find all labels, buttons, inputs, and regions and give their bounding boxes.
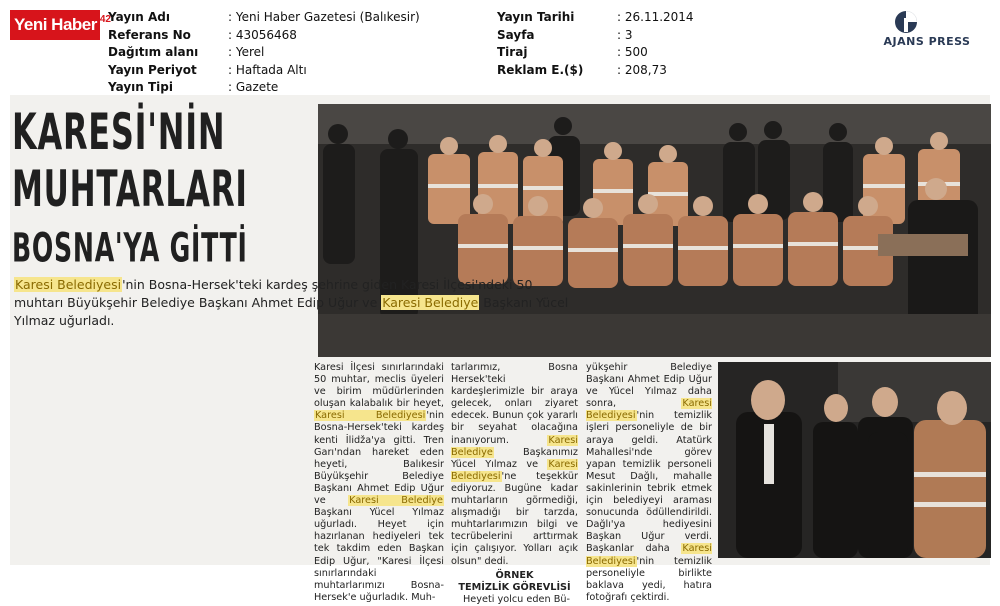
- col2-text: tarlarımız, Bosna Hersek'teki kardeşlerimizle bir araya gelecek, onları ziyaret edecek. Bunun çok yararlı bir seyahat olacağına inanıyorum.: [451, 362, 578, 446]
- meta-row: [108, 9, 420, 27]
- headline-line-1: KARESİ'NİN: [12, 102, 226, 161]
- meta-row: [497, 62, 667, 80]
- meta-key: Yayın Tarihi: [497, 10, 575, 24]
- logo-badge: 42: [100, 14, 111, 36]
- meta-value: : Yerel: [228, 45, 265, 59]
- meta-key: Referans No: [108, 27, 191, 42]
- meta-key: Dağıtım alanı: [108, 45, 199, 59]
- agency-name: AJANS PRESS: [883, 35, 971, 48]
- col3-highlight: Karesi Belediyesi: [586, 398, 712, 422]
- yeni-haber-logo: [10, 10, 111, 40]
- meta-value: : 208,73: [617, 62, 667, 77]
- caption-text: Başkanı Yücel Yılmaz uğurladı.: [14, 295, 569, 328]
- cleaning-staff-photo: [718, 362, 991, 558]
- col1-text: Başkanı Yücel Yılmaz uğurladı. Heyet için hazırlanan hediyeleri tek tek takdim eden Başkan Edip Uğur, "Karesi İlçesi sınırlarındaki muhtarlarımızı Bosna-Hersek'e uğurladık. Muh-: [314, 507, 444, 603]
- meta-key: Reklam E.($): [497, 62, 584, 77]
- meta-row: [497, 44, 648, 62]
- meta-value: : Haftada Altı: [228, 62, 307, 77]
- article-subheading: ÖRNEK TEMİZLİK GÖREVLİSİ: [458, 569, 571, 593]
- publication-meta-left: [108, 9, 420, 97]
- meta-value: : Gazete: [228, 80, 279, 94]
- meta-value: : 500: [617, 45, 648, 59]
- col2-highlight: Karesi Belediye: [451, 434, 578, 458]
- col2-text: Başkanımız Yücel Yılmaz ve: [451, 446, 578, 470]
- meta-row: [108, 62, 307, 80]
- meta-key: Yayın Periyot: [108, 62, 197, 77]
- meta-value: : 43056468: [228, 27, 297, 42]
- meta-row: [497, 9, 694, 27]
- col2-tail-text: Heyeti yolcu eden Bü-: [463, 593, 570, 605]
- col1-highlight: Karesi Belediye: [349, 495, 443, 507]
- meta-key: Yayın Tipi: [108, 80, 173, 94]
- article-column-2: [451, 362, 578, 606]
- caption-highlight: Karesi Belediye: [382, 295, 479, 310]
- ajans-press-logo: [866, 8, 988, 48]
- meta-row: [108, 79, 279, 97]
- col2-text: 'ne teşekkür ediyoruz. Bugüne kadar muhtarların görmediği, alışmadığı bir tarzda, muhtarlarımızın bilgi ve tecrübelerini arttırmak için çalışıyor. Yolları açık olsun" dedi.: [451, 470, 578, 567]
- publication-meta-right: [497, 9, 694, 79]
- caption-highlight: Karesi Belediyesi: [15, 277, 122, 292]
- caption-text: 'nin Bosna-Hersek'teki kardeş şehrine giden Karesi İlçesi'ndeki 50 muhtarı Büyükşehir Belediye Başkanı Ahmet Edip Uğur ve: [14, 277, 533, 310]
- meta-row: [497, 27, 633, 45]
- article-column-3: [586, 362, 712, 604]
- col2-highlight: Karesi Belediyesi: [451, 458, 578, 482]
- headline-line-3: BOSNA'YA GİTTİ: [12, 225, 248, 273]
- meta-key: Tiraj: [497, 45, 528, 59]
- meta-key: Sayfa: [497, 27, 535, 42]
- photo-caption: [14, 276, 574, 330]
- article-headline: [12, 104, 306, 274]
- headline-line-2: MUHTARLARI: [12, 159, 248, 218]
- meta-row: [108, 44, 265, 62]
- col3-text: yükşehir Belediye Başkanı Ahmet Edip Uğur ve Yücel Yılmaz daha sonra,: [586, 362, 712, 410]
- col1-text: Karesi İlçesi sınırlarındaki 50 muhtar, meclis üyeleri ve birim müdürlerinden oluşan kalabalık bir heyet,: [314, 362, 444, 410]
- meta-key: Yayın Adı: [108, 10, 170, 24]
- meta-row: [108, 27, 297, 45]
- article-column-1: [314, 362, 444, 604]
- col3-text: 'nin temizlik işleri personeliyle de bir araya geldi. Atatürk Mahallesi'nde görev yapan temizlik personeli Mesut Dağlı, mahalle sakinlerinin tebrik etmek için belediyeyi araması sonucunda ödüllendirildi. Dağlı'ya hediyesini Başkan Uğur verdi. Başkanlar daha: [586, 410, 712, 555]
- col3-highlight: Karesi Belediyesi: [586, 543, 712, 567]
- col1-highlight: Karesi Belediyesi: [315, 410, 426, 422]
- ajans-press-logo-icon: [866, 8, 988, 36]
- col1-text: 'nin Bosna-Hersek'teki kardeş kenti İlidža'ya gitti. Tren Garı'ndan hareket eden heyeti, Balıkesir Büyükşehir Belediye Başkanı Ahmet Edip Uğur ve: [314, 410, 444, 507]
- meta-value: : 26.11.2014: [617, 10, 694, 24]
- logo-text: Yeni Haber: [14, 15, 97, 34]
- col3-text: 'nin temizlik personeliyle birlikte baklava yedi, hatıra fotoğrafı çektirdi.: [586, 555, 712, 603]
- meta-value: : 3: [617, 27, 633, 42]
- meta-value: : Yeni Haber Gazetesi (Balıkesir): [228, 10, 420, 24]
